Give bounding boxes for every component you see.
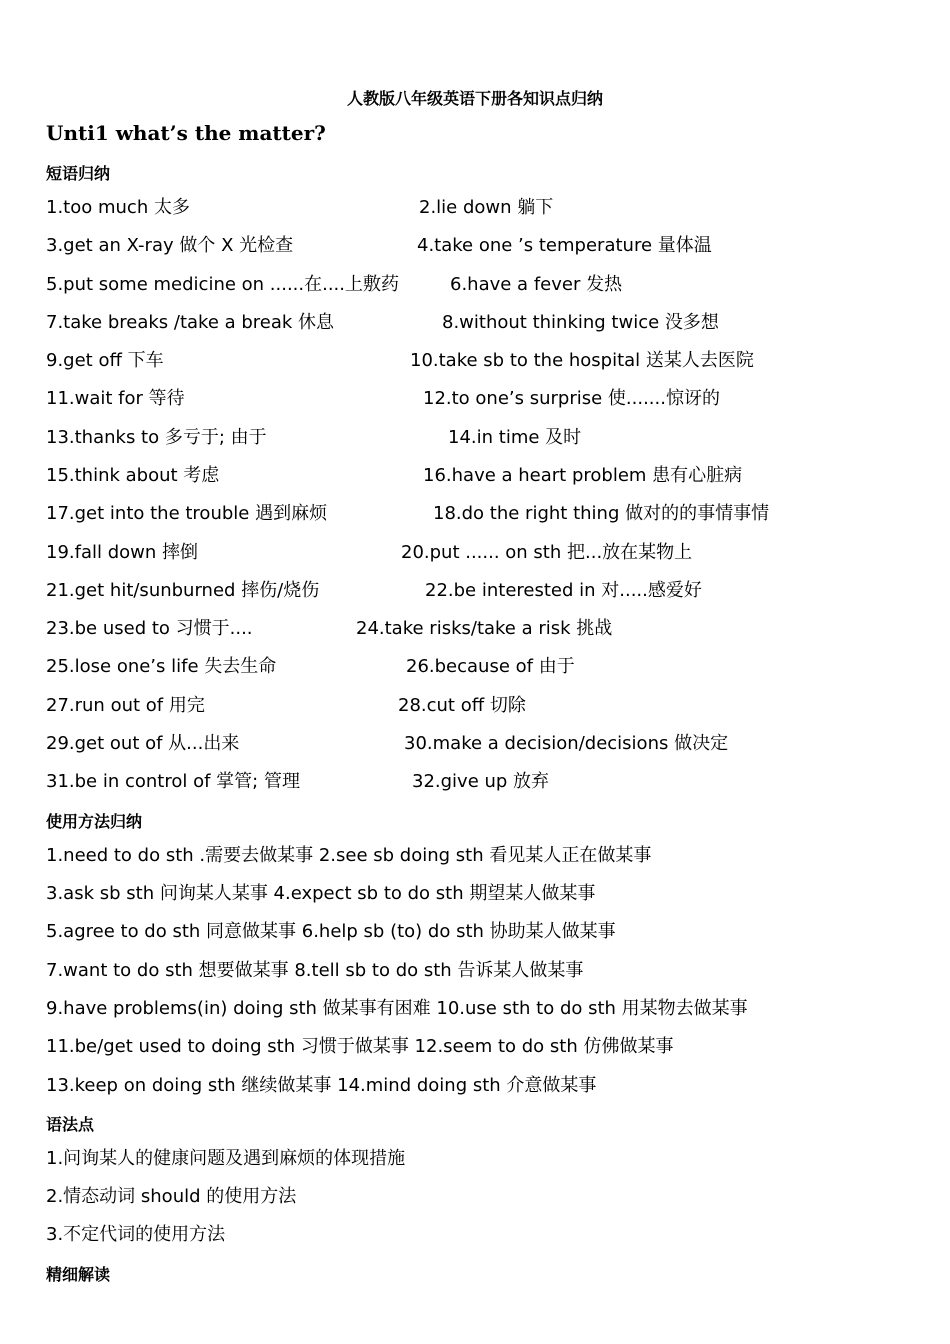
grammar-line: 3.不定代词的使用方法 (46, 1224, 226, 1245)
section-heading-phrases: 短语归纳 (46, 164, 111, 183)
usage-line: 1.need to do sth .需要去做某事 2.see sb doing sth 看见某人正在做某事 (46, 845, 652, 866)
phrase-left: 13.thanks to 多亏于; 由于 (46, 427, 267, 448)
phrase-right: 2.lie down 躺下 (419, 197, 554, 218)
phrase-row (46, 272, 926, 298)
phrase-row (46, 540, 926, 566)
phrase-left: 11.wait for 等待 (46, 388, 185, 409)
phrase-row (46, 348, 926, 374)
phrase-right: 22.be interested in 对.....感爱好 (425, 580, 702, 601)
phrase-row (46, 425, 926, 451)
usage-line: 5.agree to do sth 同意做某事 6.help sb (to) do sth 协助某人做某事 (46, 921, 616, 942)
usage-line: 9.have problems(in) doing sth 做某事有困难 10.use sth to do sth 用某物去做某事 (46, 998, 748, 1019)
phrase-right: 28.cut off 切除 (398, 695, 526, 716)
phrase-left: 17.get into the trouble 遇到麻烦 (46, 503, 328, 524)
usage-line: 11.be/get used to doing sth 习惯于做某事 12.seem to do sth 仿佛做某事 (46, 1036, 674, 1057)
phrase-left: 1.too much 太多 (46, 197, 190, 218)
usage-line: 3.ask sb sth 问询某人某事 4.expect sb to do sth 期望某人做某事 (46, 883, 596, 904)
usage-line: 7.want to do sth 想要做某事 8.tell sb to do sth 告诉某人做某事 (46, 960, 584, 981)
phrase-right: 26.because of 由于 (406, 656, 575, 677)
phrase-row (46, 769, 926, 795)
phrase-right: 10.take sb to the hospital 送某人去医院 (410, 350, 754, 371)
phrase-right: 18.do the right thing 做对的的事情事情 (433, 503, 770, 524)
phrase-left: 27.run out of 用完 (46, 695, 205, 716)
phrase-row (46, 616, 926, 642)
phrase-left: 23.be used to 习惯于.... (46, 618, 253, 639)
phrase-row (46, 501, 926, 527)
unit-heading: Unti1 what’s the matter? (46, 121, 326, 145)
phrase-row (46, 233, 926, 259)
phrase-right: 4.take one ’s temperature 量体温 (417, 235, 712, 256)
phrase-right: 30.make a decision/decisions 做决定 (404, 733, 729, 754)
phrase-row (46, 386, 926, 412)
phrase-right: 8.without thinking twice 没多想 (442, 312, 719, 333)
phrase-row (46, 463, 926, 489)
phrase-right: 20.put ...... on sth 把...放在某物上 (401, 542, 693, 563)
phrase-left: 29.get out of 从...出来 (46, 733, 240, 754)
phrase-row (46, 195, 926, 221)
grammar-line: 2.情态动词 should 的使用方法 (46, 1186, 297, 1207)
phrase-left: 3.get an X-ray 做个 X 光检查 (46, 235, 294, 256)
phrase-left: 21.get hit/sunburned 摔伤/烧伤 (46, 580, 320, 601)
phrase-left: 31.be in control of 掌管; 管理 (46, 771, 300, 792)
phrase-right: 14.in time 及时 (448, 427, 582, 448)
phrase-left: 19.fall down 摔倒 (46, 542, 199, 563)
phrase-left: 5.put some medicine on ......在....上敷药 (46, 274, 400, 295)
phrase-right: 6.have a fever 发热 (450, 274, 623, 295)
grammar-line: 1.问询某人的健康问题及遇到麻烦的体现措施 (46, 1148, 406, 1169)
section-heading-usage: 使用方法归纳 (46, 812, 143, 831)
usage-line: 13.keep on doing sth 继续做某事 14.mind doing sth 介意做某事 (46, 1075, 597, 1096)
phrase-row (46, 693, 926, 719)
document-title: 人教版八年级英语下册各知识点归纳 (346, 89, 603, 108)
phrase-left: 15.think about 考虑 (46, 465, 220, 486)
phrase-right: 16.have a heart problem 患有心脏病 (423, 465, 743, 486)
phrase-left: 25.lose one’s life 失去生命 (46, 656, 277, 677)
phrase-row (46, 654, 926, 680)
phrase-right: 24.take risks/take a risk 挑战 (356, 618, 613, 639)
phrase-left: 7.take breaks /take a break 休息 (46, 312, 335, 333)
phrase-left: 9.get off 下车 (46, 350, 164, 371)
phrase-row (46, 578, 926, 604)
phrase-right: 12.to one’s surprise 使.......惊讶的 (423, 388, 720, 409)
phrase-row (46, 310, 926, 336)
section-heading-grammar: 语法点 (46, 1115, 95, 1134)
section-heading-detail: 精细解读 (46, 1265, 111, 1284)
phrase-row (46, 731, 926, 757)
phrase-right: 32.give up 放弃 (412, 771, 550, 792)
